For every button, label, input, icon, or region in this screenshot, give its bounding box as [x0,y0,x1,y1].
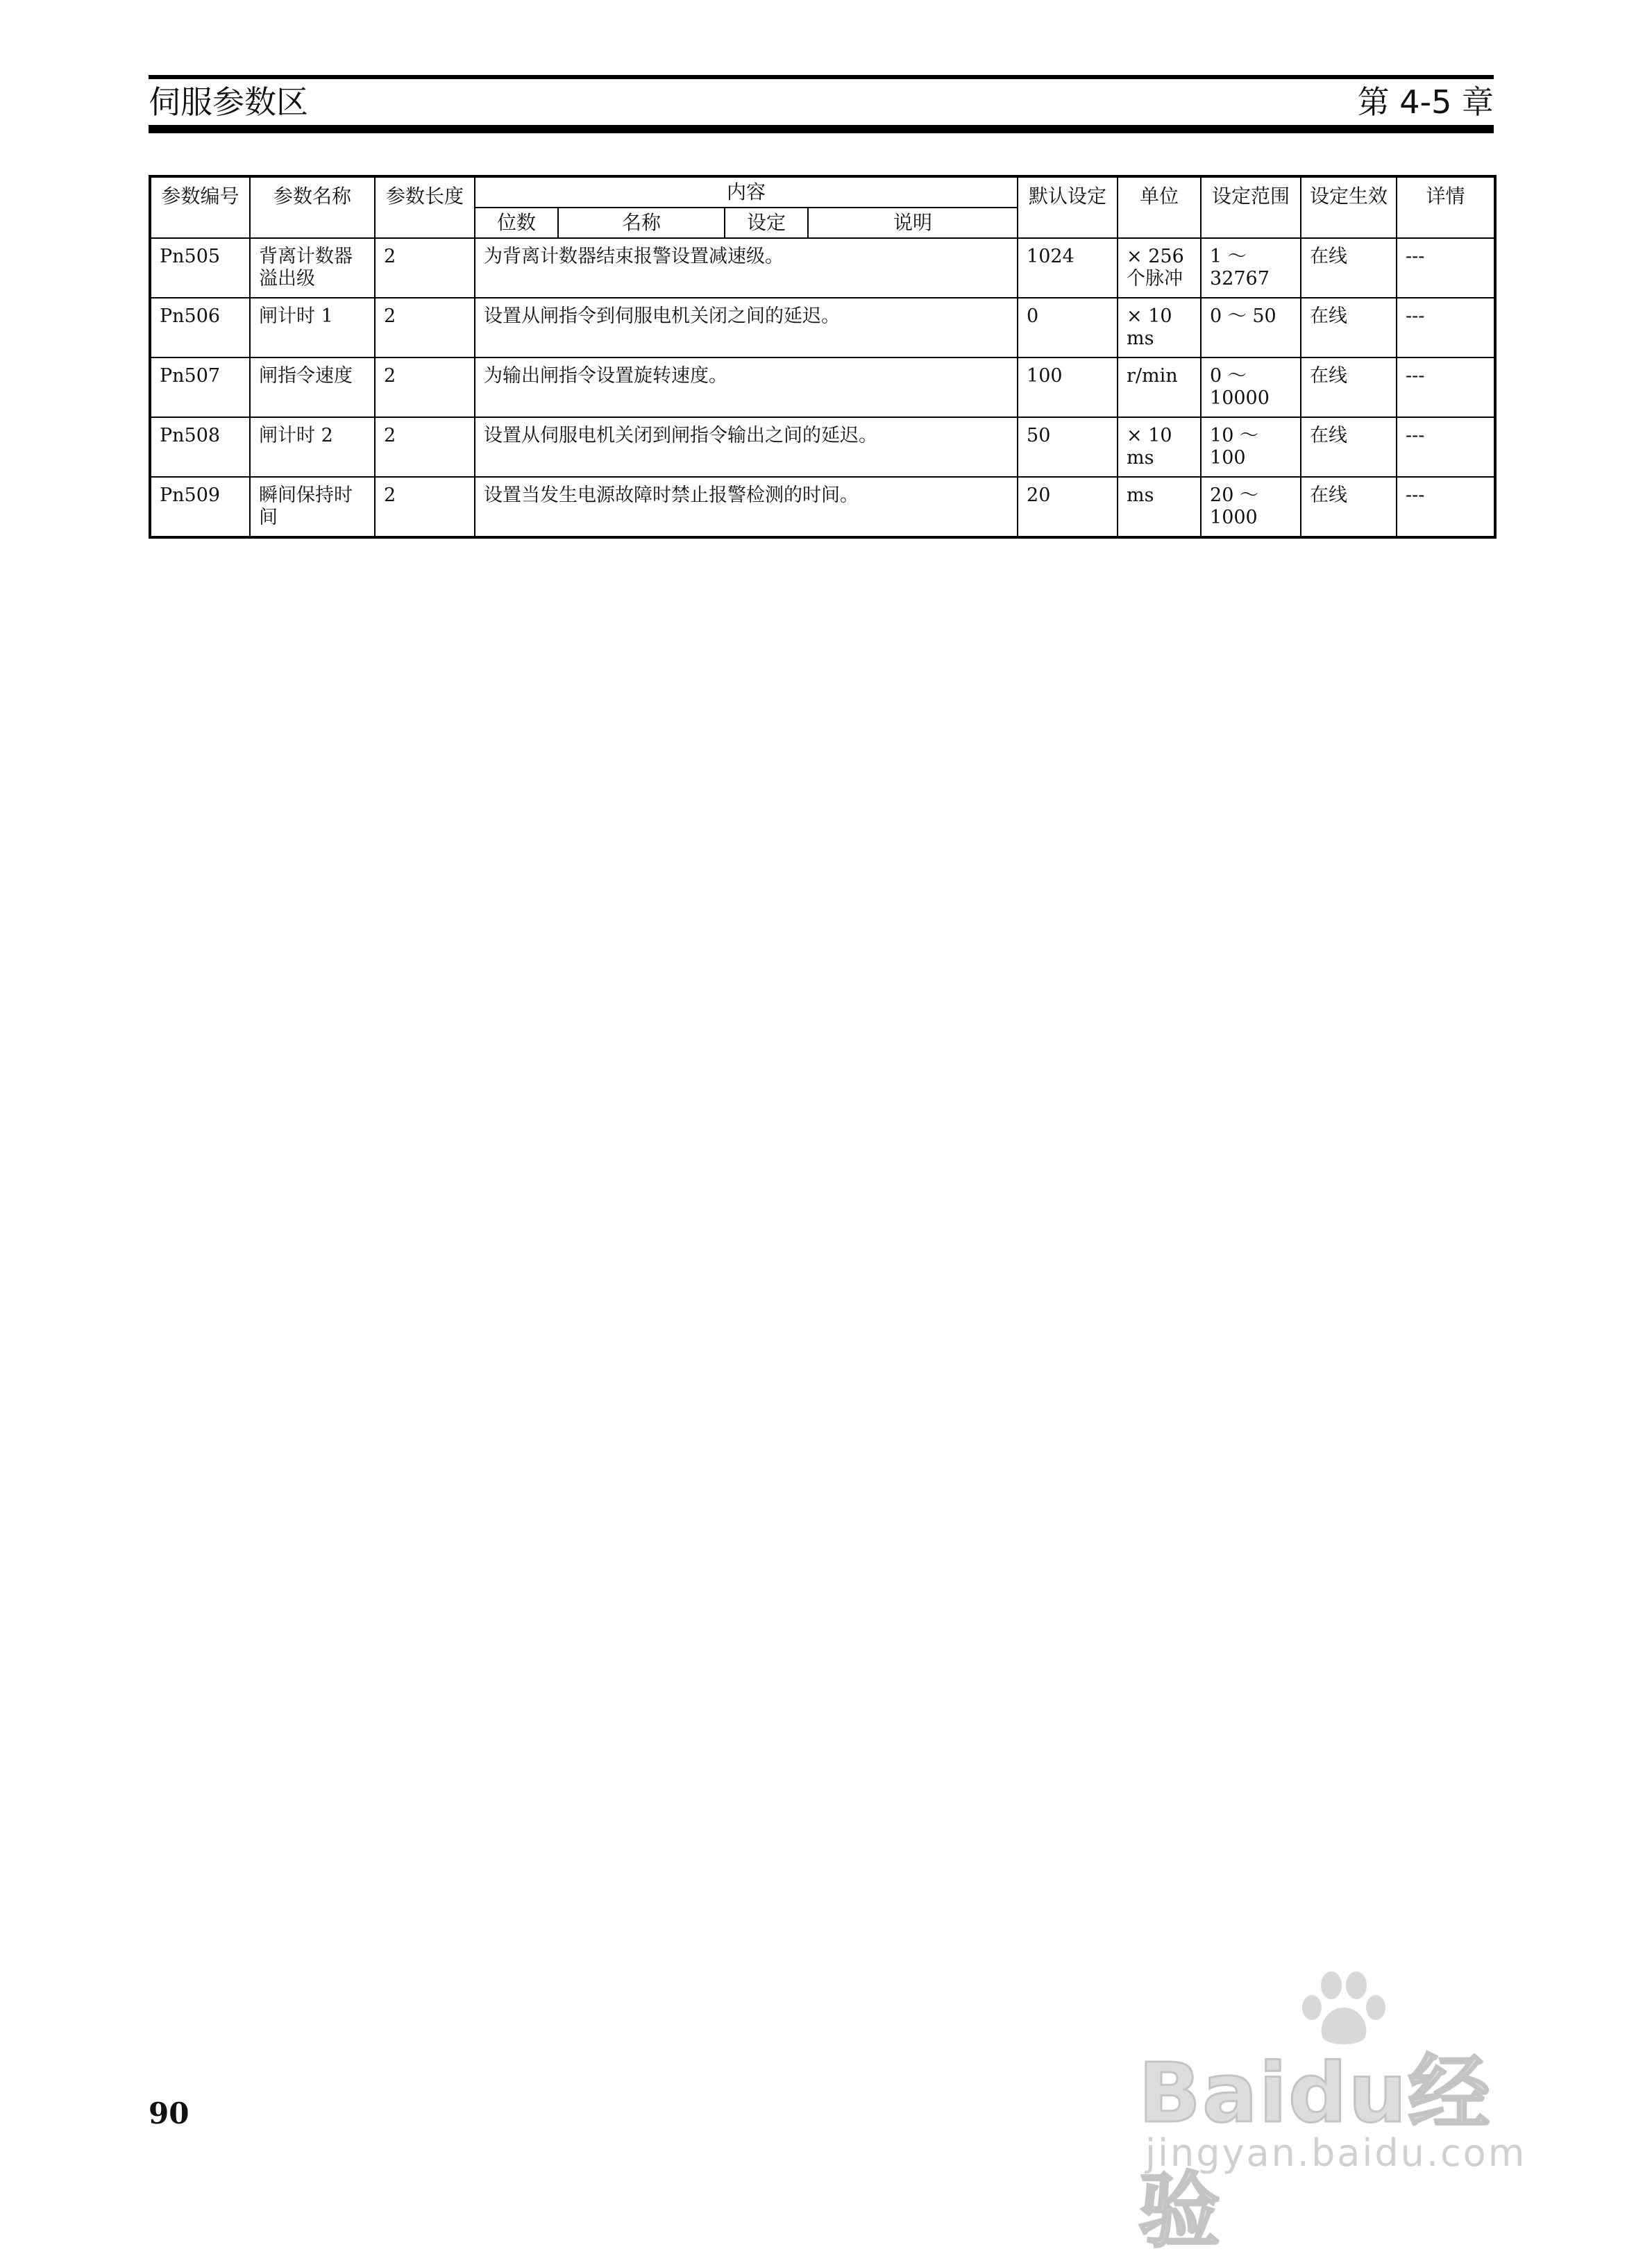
col-header-param-name: 参数名称 [250,176,375,238]
cell-param-name: 瞬间保持时间 [250,477,375,537]
table-header-row [150,176,1495,208]
subheader-bit: 位数 [475,208,558,238]
cell-param-no: Pn508 [150,417,250,477]
cell-effective: 在线 [1301,357,1397,417]
col-header-details: 详情 [1397,176,1495,238]
cell-description: 设置当发生电源故障时禁止报警检测的时间。 [475,477,1018,537]
cell-param-no: Pn507 [150,357,250,417]
watermark-logo-text: Baidu经验 [1138,2045,1492,2259]
cell-unit: r/min [1118,357,1201,417]
cell-details: --- [1397,357,1495,417]
header-bottom-rule [149,125,1494,133]
section-title: 伺服参数区 [149,83,308,121]
subheader-desc: 说明 [808,208,1018,238]
cell-details: --- [1397,238,1495,298]
cell-default: 20 [1018,477,1118,537]
cell-param-len: 2 [375,298,475,357]
cell-effective: 在线 [1301,417,1397,477]
cell-unit: × 10 ms [1118,417,1201,477]
cell-param-len: 2 [375,417,475,477]
col-header-param-len: 参数长度 [375,176,475,238]
cell-description: 设置从闸指令到伺服电机关闭之间的延迟。 [475,298,1018,357]
cell-range: 20 ～ 1000 [1201,477,1301,537]
baidu-watermark [1138,1965,1569,2259]
cell-param-no: Pn506 [150,298,250,357]
page-number: 90 [149,2096,189,2130]
col-header-unit: 单位 [1118,176,1201,238]
cell-param-len: 2 [375,357,475,417]
cell-param-no: Pn505 [150,238,250,298]
cell-unit: × 10 ms [1118,298,1201,357]
cell-description: 为背离计数器结束报警设置减速级。 [475,238,1018,298]
cell-range: 0 ～ 10000 [1201,357,1301,417]
cell-details: --- [1397,298,1495,357]
table-row [150,238,1495,298]
table-row [150,357,1495,417]
subheader-setting: 设定 [725,208,808,238]
col-header-effective: 设定生效 [1301,176,1397,238]
cell-description: 设置从伺服电机关闭到闸指令输出之间的延迟。 [475,417,1018,477]
subheader-name: 名称 [558,208,725,238]
cell-details: --- [1397,477,1495,537]
watermark-url: jingyan.baidu.com [1145,2131,1527,2175]
cell-param-no: Pn509 [150,477,250,537]
cell-default: 50 [1018,417,1118,477]
cell-param-len: 2 [375,477,475,537]
cell-range: 0 ～ 50 [1201,298,1301,357]
page-header [149,69,1494,135]
cell-param-name: 背离计数器溢出级 [250,238,375,298]
cell-param-name: 闸计时 2 [250,417,375,477]
header-top-rule [149,75,1494,79]
cell-param-len: 2 [375,238,475,298]
cell-default: 100 [1018,357,1118,417]
parameter-table [149,175,1497,539]
cell-param-name: 闸计时 1 [250,298,375,357]
col-header-range: 设定范围 [1201,176,1301,238]
cell-effective: 在线 [1301,298,1397,357]
cell-default: 0 [1018,298,1118,357]
col-header-default: 默认设定 [1018,176,1118,238]
col-header-content: 内容 [475,176,1018,208]
col-header-param-no: 参数编号 [150,176,250,238]
cell-effective: 在线 [1301,238,1397,298]
chapter-label: 第 4-5 章 [1357,83,1494,121]
cell-range: 1 ～ 32767 [1201,238,1301,298]
table-row [150,417,1495,477]
cell-param-name: 闸指令速度 [250,357,375,417]
cell-description: 为输出闸指令设置旋转速度。 [475,357,1018,417]
cell-details: --- [1397,417,1495,477]
cell-default: 1024 [1018,238,1118,298]
cell-unit: ms [1118,477,1201,537]
cell-range: 10 ～ 100 [1201,417,1301,477]
cell-unit: × 256 个脉冲 [1118,238,1201,298]
table-row [150,477,1495,537]
table-row [150,298,1495,357]
cell-effective: 在线 [1301,477,1397,537]
